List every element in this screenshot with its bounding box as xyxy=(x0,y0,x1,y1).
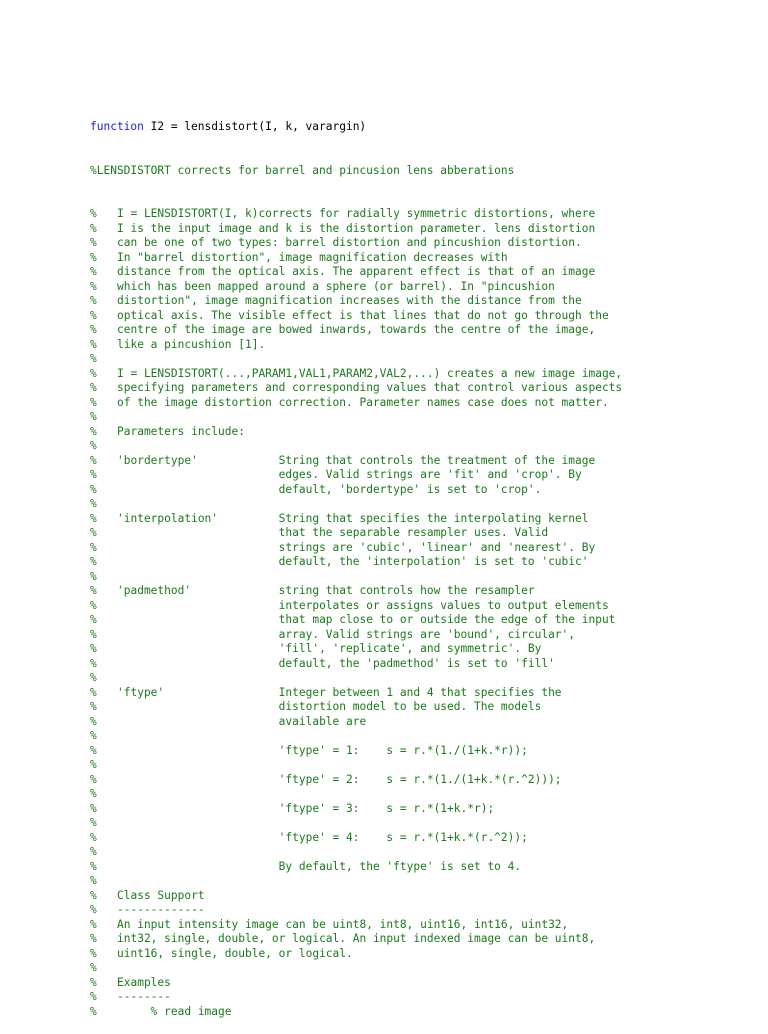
comment-line xyxy=(90,773,622,788)
comment-marker: % xyxy=(90,787,97,800)
comment-line xyxy=(90,265,622,280)
comment-marker: % xyxy=(90,598,97,612)
comment-text: optical axis. The visible effect is that lines that do not go through the xyxy=(117,308,609,322)
comment-line xyxy=(90,613,622,628)
comment-marker: % xyxy=(90,424,97,438)
comment-text: I = LENSDISTORT(I, k)corrects for radially symmetric distortions, where xyxy=(117,207,596,220)
comment-line xyxy=(90,802,622,817)
comment-line xyxy=(90,410,622,425)
comment-marker: % xyxy=(90,729,97,742)
comment-line xyxy=(90,874,622,889)
comment-marker: % xyxy=(90,468,97,481)
comment-marker: % xyxy=(90,830,97,844)
comment-text: distortion model to be used. The models xyxy=(117,700,542,713)
comment-text: I is the input image and k is the distortion parameter. lens distortion xyxy=(117,221,596,235)
comment-line xyxy=(90,729,622,744)
comment-line xyxy=(90,744,622,759)
comment-marker: % xyxy=(90,453,97,467)
comment-text: 'ftype' = 2: s = r.*(1./(1+k.*(r.^2))); xyxy=(117,772,562,786)
comment-text: array. Valid strings are 'bound', circular', xyxy=(117,627,576,641)
comment-text: uint16, single, double, or logical. xyxy=(117,946,353,960)
comment-marker: % xyxy=(90,801,97,815)
comment-marker: % xyxy=(90,613,97,626)
comment-line xyxy=(90,526,622,541)
comment-marker: % xyxy=(90,323,97,336)
comment-text: like a pincushion [1]. xyxy=(117,337,266,351)
comment-marker: % xyxy=(90,975,97,989)
comment-marker: % xyxy=(90,584,97,597)
function-signature-line xyxy=(90,120,622,135)
comment-line xyxy=(90,497,622,512)
comment-text: % read image xyxy=(117,1004,232,1018)
comment-line xyxy=(90,454,622,469)
comment-line xyxy=(90,251,622,266)
comment-marker: % xyxy=(90,932,97,945)
comment-marker: % xyxy=(90,497,97,510)
comment-marker: % xyxy=(90,236,97,249)
comment-text: 'ftype' Integer between 1 and 4 that specifies the xyxy=(117,685,562,699)
comment-marker: % xyxy=(90,381,97,394)
comment-text: In "barrel distortion", image magnification decreases with xyxy=(117,250,508,264)
comment-line xyxy=(90,918,622,933)
comment-marker: % xyxy=(90,946,97,960)
comment-marker: % xyxy=(90,511,97,525)
comment-marker: % xyxy=(90,816,97,829)
comment-text: An input intensity image can be uint8, int8, uint16, int16, uint32, xyxy=(117,917,569,931)
comment-line xyxy=(90,642,622,657)
comment-text: default, 'bordertype' is set to 'crop'. xyxy=(117,482,542,496)
comment-line xyxy=(90,381,622,396)
comment-marker: % xyxy=(90,352,97,365)
comment-text: can be one of two types: barrel distortion and pincushion distortion. xyxy=(117,236,582,249)
comment-text: 'ftype' = 1: s = r.*(1./(1+k.*r)); xyxy=(117,743,528,757)
comment-text: available are xyxy=(117,714,367,728)
comment-marker: % xyxy=(90,308,97,322)
comment-line xyxy=(90,990,622,1005)
comment-marker: % xyxy=(90,410,97,423)
comment-line xyxy=(90,425,622,440)
function-keyword: function xyxy=(90,120,144,133)
comment-line xyxy=(90,584,622,599)
comment-line xyxy=(90,947,622,962)
comment-text: which has been mapped around a sphere (or barrel). In "pincushion xyxy=(117,279,555,293)
comment-marker: % xyxy=(90,671,97,684)
comment-text: default, the 'interpolation' is set to 'cubic' xyxy=(117,555,589,568)
comment-text: 'bordertype' String that controls the treatment of the image xyxy=(117,453,596,467)
comment-marker: % xyxy=(90,874,97,887)
comment-text: I = LENSDISTORT(...,PARAM1,VAL1,PARAM2,VAL2,...) creates a new image image, xyxy=(117,366,623,380)
comment-marker: % xyxy=(90,917,97,931)
comment-marker: % xyxy=(90,366,97,380)
comment-text: ------------- xyxy=(117,903,205,916)
comment-text: By default, the 'ftype' is set to 4. xyxy=(117,859,522,873)
comment-marker: % xyxy=(90,743,97,757)
comment-line xyxy=(90,816,622,831)
comment-marker: % xyxy=(90,888,97,902)
comment-text: Parameters include: xyxy=(117,424,245,438)
comment-line xyxy=(90,787,622,802)
comment-marker: % xyxy=(90,903,97,916)
comment-text: Class Support xyxy=(117,888,205,902)
comment-text: 'ftype' = 4: s = r.*(1+k.*(r.^2)); xyxy=(117,830,528,844)
comment-marker: % xyxy=(90,482,97,496)
comment-marker: % xyxy=(90,294,97,307)
comment-line xyxy=(90,700,622,715)
comment-marker: % xyxy=(90,627,97,641)
code-listing xyxy=(90,91,622,1034)
comment-text: centre of the image are bowed inwards, towards the centre of the image, xyxy=(117,323,596,336)
comment-line xyxy=(90,860,622,875)
comment-marker: % xyxy=(90,845,97,858)
comment-marker: % xyxy=(90,656,97,670)
comment-line xyxy=(90,222,622,237)
comment-text: that the separable resampler uses. Valid xyxy=(117,526,549,539)
comment-text: Examples xyxy=(117,975,171,989)
comment-marker: % xyxy=(90,772,97,786)
comment-text: distance from the optical axis. The apparent effect is that of an image xyxy=(117,265,596,278)
comment-marker: % xyxy=(90,265,97,278)
comment-marker: % xyxy=(90,685,97,699)
comment-line xyxy=(90,338,622,353)
comment-text: 'ftype' = 3: s = r.*(1+k.*r); xyxy=(117,801,495,815)
comment-text: interpolates or assigns values to output elements xyxy=(117,598,609,612)
comment-line xyxy=(90,236,622,251)
comment-line xyxy=(90,280,622,295)
comment-line xyxy=(90,483,622,498)
comment-line xyxy=(90,845,622,860)
h1-comment-line: %LENSDISTORT corrects for barrel and pincusion lens abberations xyxy=(90,163,515,177)
comment-line xyxy=(90,715,622,730)
comment-line xyxy=(90,439,622,454)
comment-line xyxy=(90,831,622,846)
comment-line xyxy=(90,367,622,382)
comment-line xyxy=(90,323,622,338)
comment-line xyxy=(90,889,622,904)
comment-marker: % xyxy=(90,395,97,409)
comment-text: edges. Valid strings are 'fit' and 'crop'. By xyxy=(117,468,582,481)
comment-marker: % xyxy=(90,540,97,554)
comment-line xyxy=(90,570,622,585)
comment-marker: % xyxy=(90,250,97,264)
comment-line xyxy=(90,628,622,643)
comment-line xyxy=(90,976,622,991)
comment-marker: % xyxy=(90,439,97,452)
help-comment-block xyxy=(90,207,622,1019)
comment-line xyxy=(90,207,622,222)
comment-text: 'fill', 'replicate', and symmetric'. By xyxy=(117,642,542,655)
comment-line xyxy=(90,961,622,976)
comment-line xyxy=(90,352,622,367)
comment-text: of the image distortion correction. Parameter names case does not matter. xyxy=(117,395,609,409)
comment-marker: % xyxy=(90,337,97,351)
comment-text: -------- xyxy=(117,990,171,1003)
comment-text: specifying parameters and corresponding values that control various aspects xyxy=(117,381,623,394)
comment-text: 'padmethod' string that controls how the resampler xyxy=(117,584,535,597)
comment-line xyxy=(90,468,622,483)
comment-line xyxy=(90,294,622,309)
comment-text: that map close to or outside the edge of the input xyxy=(117,613,616,626)
function-signature: I2 = lensdistort(I, k, varargin) xyxy=(143,120,367,133)
comment-marker: % xyxy=(90,642,97,655)
comment-marker: % xyxy=(90,758,97,771)
comment-text: 'interpolation' String that specifies the interpolating kernel xyxy=(117,511,589,525)
comment-text: distortion", image magnification increases with the distance from the xyxy=(117,294,582,307)
comment-marker: % xyxy=(90,221,97,235)
comment-line xyxy=(90,396,622,411)
comment-text: strings are 'cubic', 'linear' and 'nearest'. By xyxy=(117,540,596,554)
comment-line xyxy=(90,686,622,701)
comment-line xyxy=(90,657,622,672)
comment-line xyxy=(90,541,622,556)
comment-line xyxy=(90,1005,622,1020)
comment-text: int32, single, double, or logical. An input indexed image can be uint8, xyxy=(117,932,596,945)
comment-line xyxy=(90,555,622,570)
comment-line xyxy=(90,599,622,614)
comment-line xyxy=(90,758,622,773)
comment-line xyxy=(90,903,622,918)
comment-marker: % xyxy=(90,990,97,1003)
comment-marker: % xyxy=(90,1004,97,1018)
comment-marker: % xyxy=(90,207,97,220)
comment-line xyxy=(90,671,622,686)
comment-marker: % xyxy=(90,961,97,974)
comment-line xyxy=(90,512,622,527)
comment-text: default, the 'padmethod' is set to 'fill' xyxy=(117,656,555,670)
comment-line xyxy=(90,309,622,324)
comment-line xyxy=(90,932,622,947)
comment-marker: % xyxy=(90,555,97,568)
comment-marker: % xyxy=(90,526,97,539)
comment-marker: % xyxy=(90,279,97,293)
comment-marker: % xyxy=(90,700,97,713)
comment-marker: % xyxy=(90,859,97,873)
comment-marker: % xyxy=(90,714,97,728)
comment-marker: % xyxy=(90,569,97,583)
